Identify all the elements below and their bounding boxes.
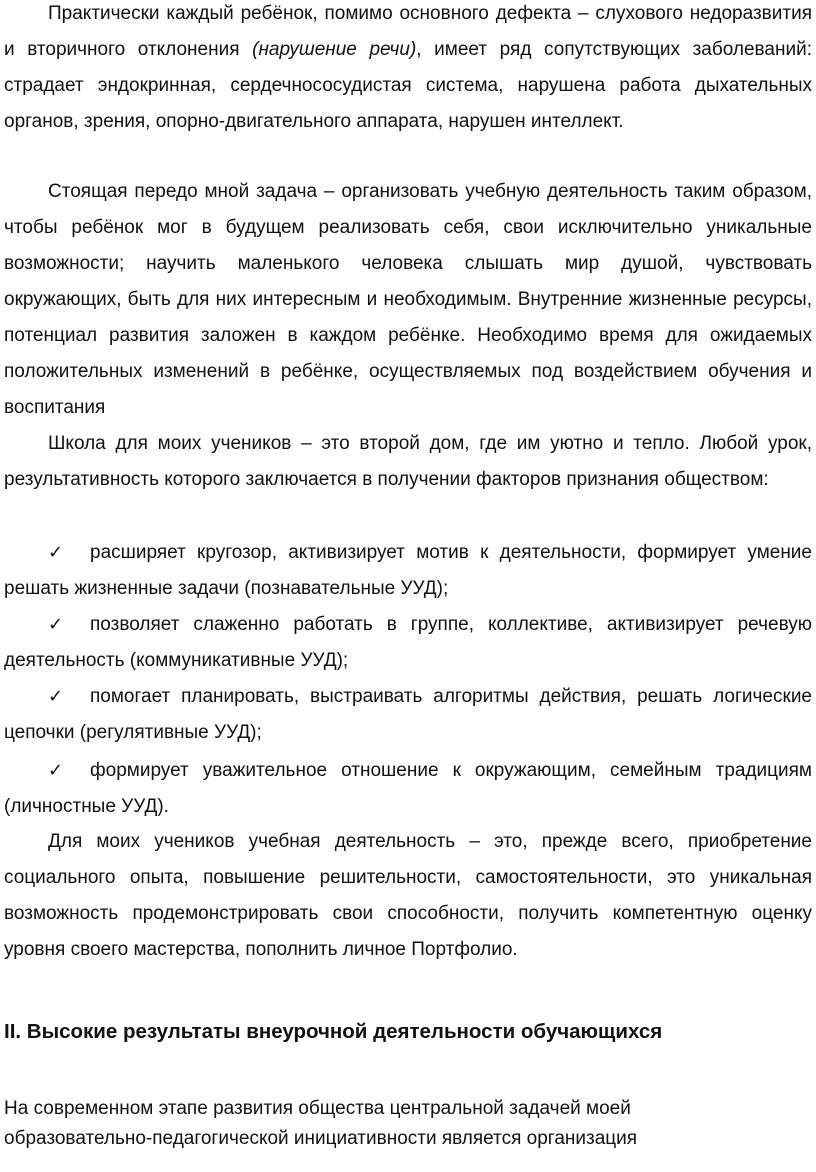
check-icon: ✓	[48, 760, 64, 780]
section-heading: II. Высокие результаты внеурочной деятельности обучающихся	[4, 1020, 663, 1043]
bullet-item	[4, 606, 812, 679]
check-icon: ✓	[48, 614, 64, 634]
bullet-text: позволяет слаженно работать в группе, коллективе, активизирует речевую деятельность (коммуникативные УУД);	[4, 614, 812, 671]
paragraph-3	[4, 426, 812, 498]
paragraph-2-text: Стоящая передо мной задача – организовать учебную деятельность таким образом, чтобы ребёнок мог в будущем реализовать себя, свои исключительно уникальные возможности; научить маленького человека слышать мир душой, чувствовать окружающих, быть для них интересным и необходимым. Внутренние жизненные ресурсы, потенциал развития заложен в каждом ребёнке. Необходимо время для ожидаемых положительных изменений в ребёнке, осуществляемых под воздействием обучения и воспитания	[4, 181, 812, 418]
bullet-text: формирует уважительное отношение к окружающим, семейным традициям (личностные УУД).	[4, 760, 812, 817]
paragraph-5-line-1: На современном этапе развития общества центральной задачей моей	[4, 1098, 631, 1119]
paragraph-4-text: Для моих учеников учебная деятельность – это, прежде всего, приобретение социального опыта, повышение решительности, самостоятельности, это уникальная возможность продемонстрировать свои способности, получить компетентную оценку уровня своего мастерства, пополнить личное Портфолио.	[4, 831, 812, 960]
bullet-item	[4, 678, 812, 751]
paragraph-3-text: Школа для моих учеников – это второй дом, где им уютно и тепло. Любой урок, результативность которого заключается в получении факторов признания обществом:	[4, 433, 812, 490]
paragraph-1-italic: (нарушение речи)	[252, 39, 417, 60]
paragraph-2	[4, 174, 812, 426]
bullet-item	[4, 752, 812, 825]
check-icon: ✓	[48, 686, 64, 706]
paragraph-5-line-2: образовательно-педагогической инициативности является организация	[4, 1128, 638, 1149]
paragraph-1-text: Практически каждый ребёнок, помимо основного дефекта – слухового недоразвития и вторичного отклонения	[4, 3, 812, 60]
bullet-text: расширяет кругозор, активизирует мотив к деятельности, формирует умение решать жизненные задачи (познавательные УУД);	[4, 542, 812, 599]
paragraph-4	[4, 824, 812, 968]
bullet-item	[4, 534, 812, 607]
paragraph-1-text-end: , имеет ряд сопутствующих заболеваний: страдает эндокринная, сердечнососудистая система, нарушена работа дыхательных органов, зрения, опорно-двигательного аппарата, нарушен интеллект.	[4, 39, 812, 132]
bullet-text: помогает планировать, выстраивать алгоритмы действия, решать логические цепочки (регулятивные УУД);	[4, 686, 812, 743]
paragraph-1	[4, 0, 812, 140]
check-icon: ✓	[48, 542, 64, 562]
